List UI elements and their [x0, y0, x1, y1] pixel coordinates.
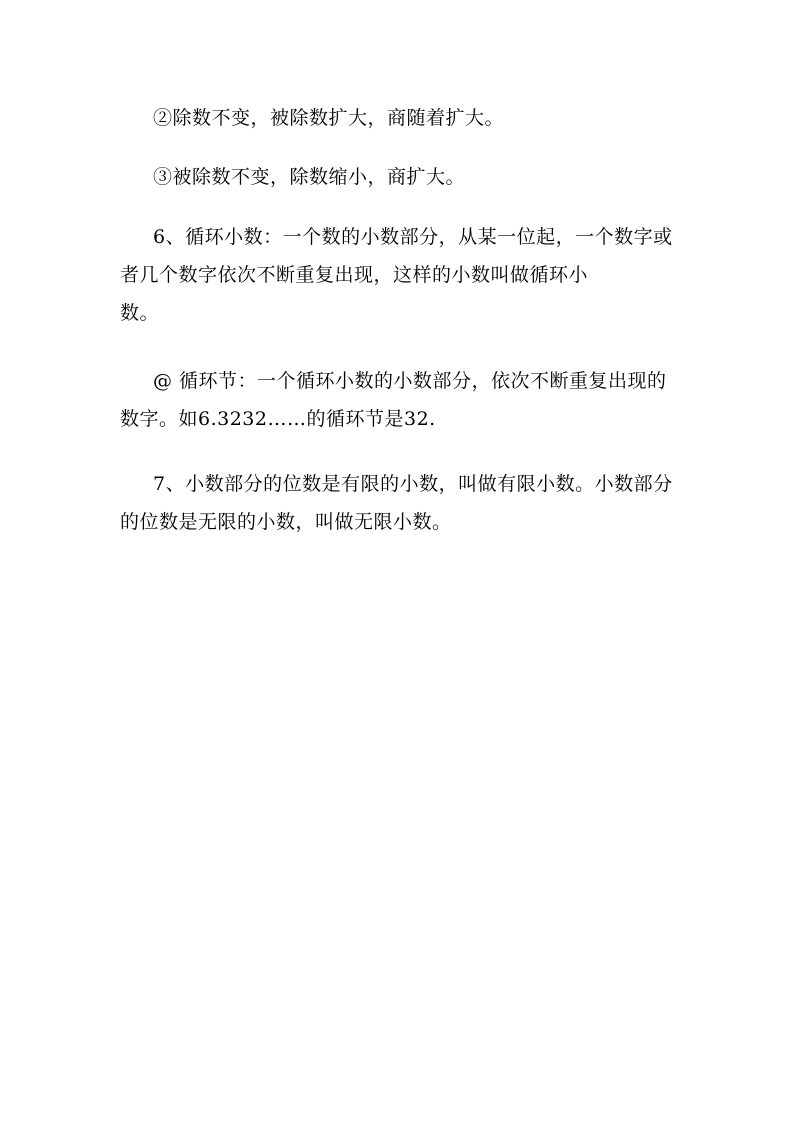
paragraph-repeating-decimal — [120, 218, 690, 332]
text-line: 数。 — [120, 302, 160, 324]
text-line: ③被除数不变，除数缩小，商扩大。 — [153, 166, 466, 188]
text-line: 6、循环小数：一个数的小数部分，从某一位起，一个数字或 — [153, 226, 673, 248]
paragraph-finite-infinite-decimal — [120, 465, 690, 541]
text-line: 7、小数部分的位数是有限的小数，叫做有限小数。小数部分 — [153, 473, 673, 495]
paragraph-repeating-period — [120, 362, 690, 438]
paragraph-divisor-unchanged — [120, 99, 690, 137]
text-line: @ 循环节：一个循环小数的小数部分，依次不断重复出现的 — [153, 370, 667, 392]
text-line: ②除数不变，被除数扩大，商随着扩大。 — [153, 107, 505, 129]
text-line: 者几个数字依次不断重复出现，这样的小数叫做循环小 — [120, 264, 589, 286]
text-line: 的位数是无限的小数，叫做无限小数。 — [120, 511, 452, 533]
text-line: 数字。如6.3232……的循环节是32. — [120, 408, 436, 430]
paragraph-dividend-unchanged — [120, 158, 690, 196]
